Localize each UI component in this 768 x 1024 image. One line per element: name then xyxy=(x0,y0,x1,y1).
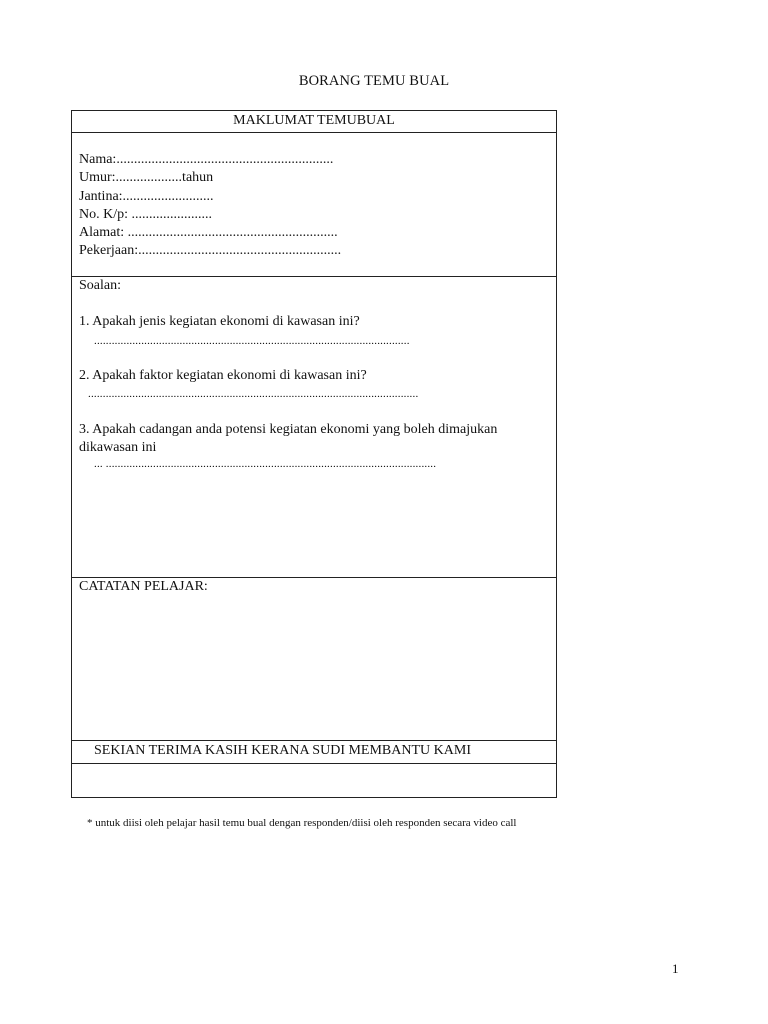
questions-label: Soalan: xyxy=(79,278,121,293)
student-notes-section xyxy=(72,578,556,740)
blank-row xyxy=(72,764,556,798)
footnote: * untuk diisi oleh pelajar hasil temu bual dengan responden/diisi oleh responden secara video call xyxy=(87,817,517,829)
address-field: Alamat: ............................................................ xyxy=(79,225,338,241)
answer-line-1: ........................................................................................................... xyxy=(94,335,410,347)
section-header: MAKLUMAT TEMUBUAL xyxy=(233,113,395,128)
interview-form xyxy=(71,110,557,798)
closing-message: SEKIAN TERIMA KASIH KERANA SUDI MEMBANTU KAMI xyxy=(94,743,471,758)
respondent-info-section xyxy=(72,133,556,276)
question-3: 3. Apakah cadangan anda potensi kegiatan ekonomi yang boleh dimajukan dikawasan ini xyxy=(79,422,498,455)
answer-line-2: ................................................................................................................ xyxy=(88,388,419,400)
occupation-field: Pekerjaan:.......................................................... xyxy=(79,243,342,259)
form-title: BORANG TEMU BUAL xyxy=(298,73,450,89)
question-2: 2. Apakah faktor kegiatan ekonomi di kawasan ini? xyxy=(79,368,367,383)
ic-number-field: No. K/p: ....................... xyxy=(79,206,212,222)
gender-field: Jantina:.......................... xyxy=(79,188,214,204)
notes-label: CATATAN PELAJAR: xyxy=(79,579,208,594)
answer-line-3: ... ................................................................................................................ xyxy=(94,458,437,470)
age-field: Umur:...................tahun xyxy=(79,170,214,186)
questions-section xyxy=(72,277,556,577)
page-number: 1 xyxy=(672,961,679,976)
closing-section xyxy=(72,741,556,763)
name-field: Nama:.............................................................. xyxy=(79,152,334,167)
question-1: 1. Apakah jenis kegiatan ekonomi di kawasan ini? xyxy=(79,314,360,329)
